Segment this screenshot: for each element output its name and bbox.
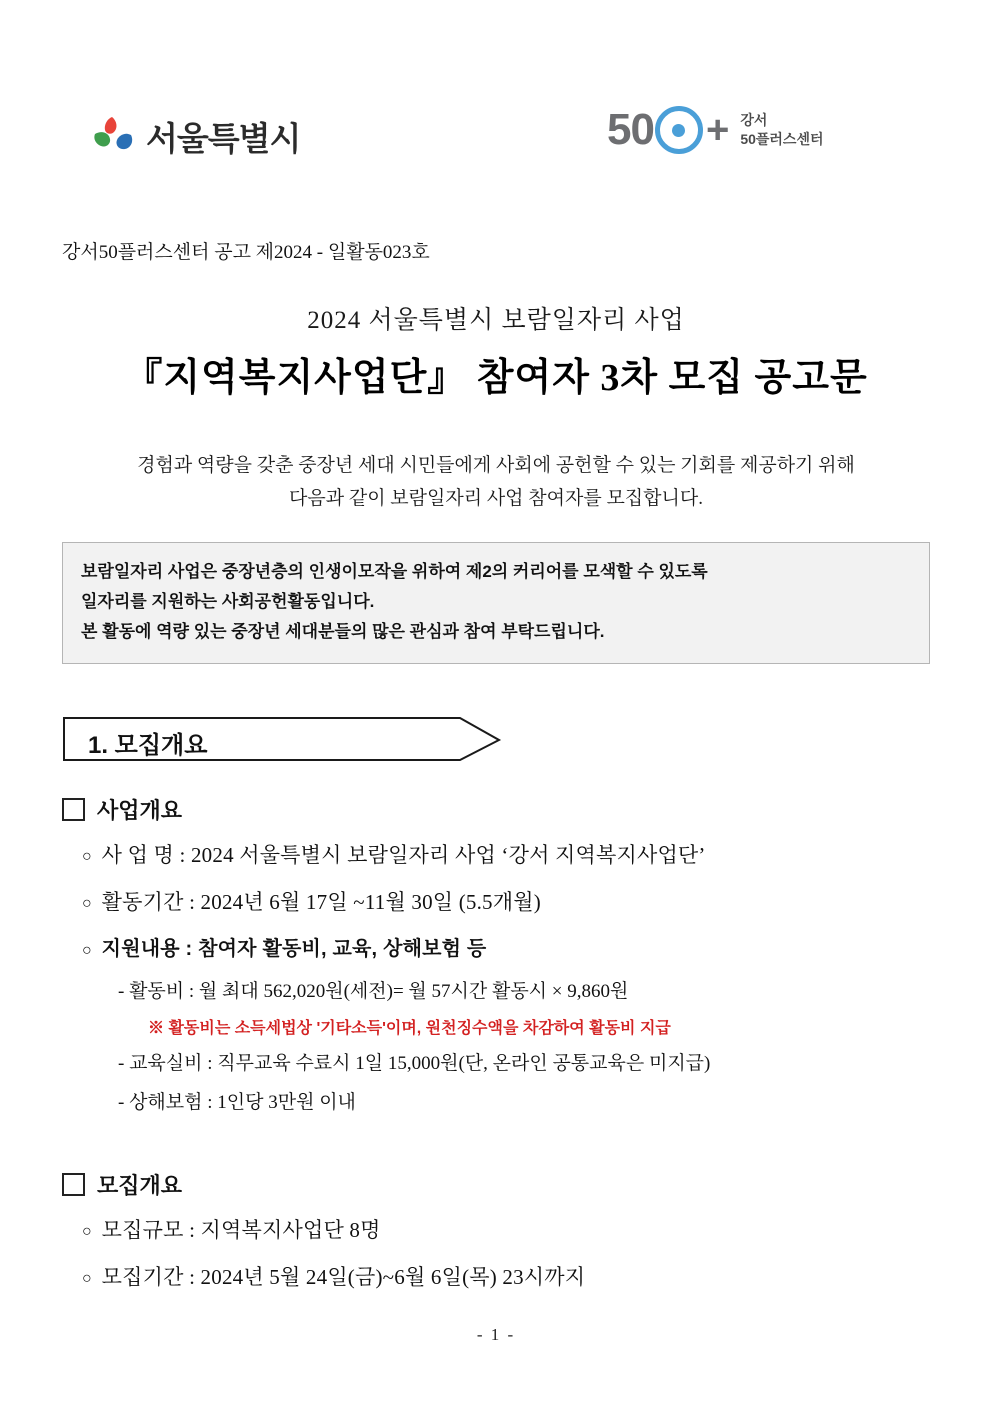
- recruit-item-2: 모집기간 : 2024년 5월 24일(금)~6월 6일(목) 23시까지: [101, 1265, 586, 1290]
- intro-line-2: 다음과 같이 보람일자리 사업 참여자를 모집합니다.: [289, 488, 703, 510]
- fifty-ring-icon: [655, 106, 703, 154]
- recruit-overview-heading-label: 모집개요: [97, 1173, 183, 1199]
- section-1-banner-wrap: [62, 716, 930, 764]
- document-title: 『지역복지사업단』 참여자 3차 모집 공고문: [124, 357, 868, 399]
- checkbox-square-icon: [62, 1173, 85, 1196]
- business-subitem-3: - 상해보험 : 1인당 3만원 이내: [118, 1091, 356, 1113]
- list-item: [82, 842, 930, 872]
- center-name-line1: 강서: [740, 112, 768, 129]
- recruit-overview-heading: [62, 1169, 930, 1200]
- highlight-line-2: 일자리를 지원하는 사회공헌활동입니다.: [81, 591, 375, 611]
- list-item: [82, 1217, 930, 1247]
- circle-bullet-icon: ○: [82, 848, 92, 866]
- center-name-line2: 50플러스센터: [740, 131, 824, 147]
- logo-header: [62, 95, 930, 215]
- business-subitem-2: - 교육실비 : 직무교육 수료시 1일 15,000원(단, 온라인 공통교육은 미지급): [118, 1052, 711, 1074]
- fifty-plus-logo-icon: [607, 105, 728, 155]
- circle-bullet-icon: ○: [82, 1270, 92, 1288]
- circle-bullet-icon: ○: [82, 1223, 92, 1241]
- seoul-logo-text: 서울특별시: [146, 120, 301, 157]
- section-1-title: 1. 모집개요: [88, 732, 208, 760]
- circle-bullet-icon: ○: [82, 895, 92, 913]
- checkbox-square-icon: [62, 798, 85, 821]
- list-item: [82, 1264, 930, 1294]
- business-overview-heading: [62, 794, 930, 825]
- notice-number: 강서50플러스센터 공고 제2024 - 일활동023호: [62, 242, 430, 263]
- spacer: [62, 1115, 930, 1139]
- recruit-item-1: 모집규모 : 지역복지사업단 8명: [101, 1218, 381, 1243]
- center-name: [740, 111, 823, 149]
- business-item-1: 사 업 명 : 2024 서울특별시 보람일자리 사업 ‘강서 지역복지사업단’: [101, 843, 706, 868]
- document-subtitle: 2024 서울특별시 보람일자리 사업: [307, 307, 685, 334]
- highlight-box: [62, 542, 930, 665]
- circle-bullet-icon: ○: [82, 942, 92, 960]
- section-1-banner: [62, 716, 502, 762]
- business-item-3: 지원내용 : 참여자 활동비, 교육, 상해보험 등: [101, 938, 487, 961]
- list-item: [82, 889, 930, 919]
- business-subitem-1: - 활동비 : 월 최대 562,020원(세전)= 월 57시간 활동시 × 9,860원: [118, 981, 629, 1003]
- business-overview-heading-label: 사업개요: [97, 798, 183, 824]
- seoul-city-logo: [90, 113, 300, 160]
- intro-paragraph: [62, 449, 930, 516]
- fifty-logo-plus: +: [705, 107, 729, 152]
- center-logo: [607, 105, 824, 155]
- list-item: [82, 936, 930, 966]
- intro-line-1: 경험과 역량을 갖춘 중장년 세대 시민들에게 사회에 공헌할 수 있는 기회를 제공하기 위해: [137, 455, 855, 476]
- fifty-logo-number: 50: [607, 105, 654, 154]
- highlight-line-3: 본 활동에 역량 있는 중장년 세대분들의 많은 관심과 참여 부탁드립니다.: [81, 622, 605, 641]
- business-red-note: ※ 활동비는 소득세법상 '기타소득'이며, 원천징수액을 차감하여 활동비 지급: [148, 1019, 671, 1037]
- seoul-logo-icon: [90, 115, 136, 159]
- business-item-2: 활동기간 : 2024년 6월 17일 ~11월 30일 (5.5개월): [101, 890, 541, 915]
- page-number: - 1 -: [476, 1325, 516, 1344]
- highlight-line-1: 보람일자리 사업은 중장년층의 인생이모작을 위하여 제2의 커리어를 모색할 수 있도록: [81, 561, 708, 581]
